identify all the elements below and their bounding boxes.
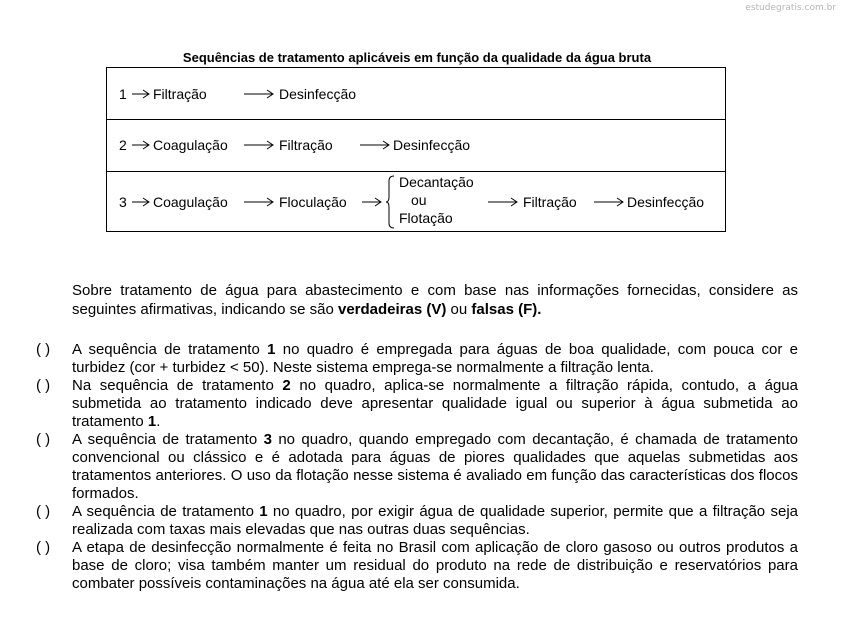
answer-blank[interactable]: ( ): [36, 539, 51, 556]
table-title: Sequências de tratamento aplicáveis em função da qualidade da água bruta: [182, 50, 652, 65]
row-number: 1: [119, 85, 127, 102]
step-label: Filtração: [153, 85, 207, 102]
answer-blank[interactable]: ( ): [36, 503, 51, 520]
answer-blank[interactable]: ( ): [36, 341, 51, 358]
arrow-icon: [131, 89, 151, 99]
row-number: 2: [119, 137, 127, 153]
watermark: estudegratis.com.br: [745, 3, 836, 13]
statement-item: [36, 503, 798, 539]
row-number: 3: [119, 193, 127, 210]
statement-text: A sequência de tratamento 1 no quadro, por exigir água de qualidade superior, permite que a filtração seja realizada com taxas mais elevadas que nas outras duas sequências.: [72, 503, 798, 538]
arrow-icon: [131, 197, 151, 207]
arrow-icon: [243, 140, 275, 150]
sequence-row-3: [107, 171, 725, 232]
statement-text: A sequência de tratamento 1 no quadro é empregada para águas de boa qualidade, com pouca cor e turbidez (cor + turbidez < 50). Neste sistema emprega-se normalmente a filtração lenta.: [72, 341, 799, 376]
arrow-icon: [487, 197, 519, 207]
step-label: Desinfecção: [627, 193, 705, 210]
step-label: Filtração: [279, 137, 333, 153]
arrow-icon: [359, 140, 391, 150]
statement-item: [36, 539, 798, 593]
sequence-row-2: [107, 119, 725, 172]
step-label: Desinfecção: [393, 137, 471, 153]
option-decantation: Decantação: [399, 174, 474, 190]
arrow-icon: [593, 197, 625, 207]
option-flotation: Flotação: [399, 210, 453, 226]
answer-blank[interactable]: ( ): [36, 377, 51, 394]
arrow-icon: [243, 197, 275, 207]
statement-text: A etapa de desinfecção normalmente é feita no Brasil com aplicação de cloro gasoso ou outros produtos a base de cloro; visa também manter um residual do produto na rede de distribuição e reservatórios para combater possíveis contaminações na água até ela ser consumida.: [72, 539, 798, 592]
step-label: Coagulação: [153, 193, 228, 210]
answer-blank[interactable]: ( ): [36, 431, 51, 448]
intro-paragraph: Sobre tratamento de água para abastecimento e com base nas informações fornecidas, considere as seguintes afirmativas, indicando se são verdadeiras (V) ou falsas (F).: [72, 282, 798, 318]
statement-text: A sequência de tratamento 3 no quadro, quando empregado com decantação, é chamada de tratamento convencional ou clássico e é adotada para águas de piores qualidades que aquelas submetidas aos tratamentos anteriores. O uso da flotação nesse sistema é avaliado em função das características dos flocos formados.: [72, 431, 798, 502]
sequence-table: [106, 67, 726, 232]
arrow-icon: [131, 140, 151, 150]
statement-list: [36, 341, 798, 593]
step-label: Filtração: [523, 193, 577, 210]
statement-item: [36, 341, 798, 377]
arrow-icon: [243, 89, 275, 99]
arrow-icon: [361, 197, 383, 207]
statement-text: Na sequência de tratamento 2 no quadro, aplica-se normalmente a filtração rápida, contudo, a água submetida ao tratamento indicado deve apresentar qualidade igual ou superior à água submetida ao tratamento 1.: [72, 377, 798, 430]
sequence-row-1: [107, 68, 725, 120]
option-or: ou: [411, 192, 427, 208]
step-label: Coagulação: [153, 137, 228, 153]
step-label: Desinfecção: [279, 85, 357, 102]
step-label: Floculação: [279, 193, 347, 210]
statement-item: [36, 377, 798, 431]
statement-item: [36, 431, 798, 503]
brace-icon: [385, 175, 395, 229]
